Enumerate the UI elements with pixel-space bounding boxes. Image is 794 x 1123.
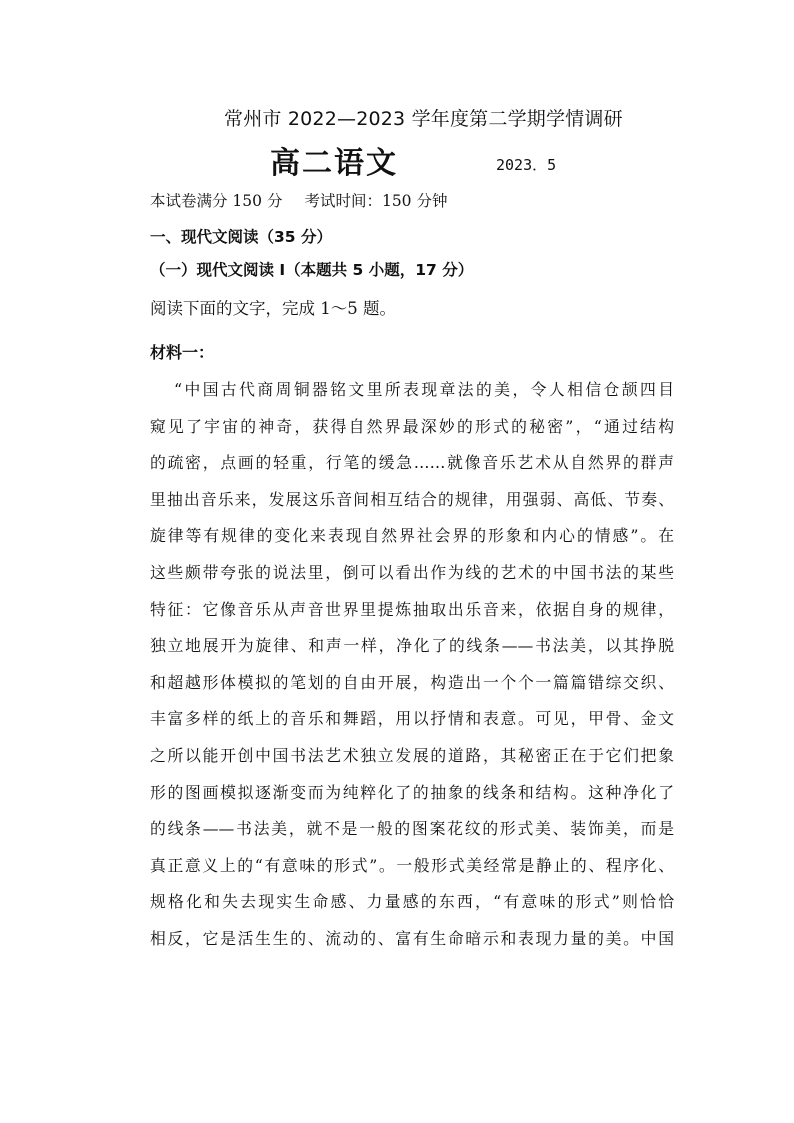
passage-line: 的疏密，点画的轻重，行笔的缓急……就像音乐艺术从自然界的群声 bbox=[150, 453, 674, 473]
subject-title: 高二语文 bbox=[270, 146, 398, 181]
passage-line: 特征：它像音乐从声音世界里提炼抽取出乐音来，依据自身的规律， bbox=[150, 599, 674, 619]
passage-line: 之所以能开创中国书法艺术独立发展的道路，其秘密正在于它们把象 bbox=[150, 745, 674, 765]
exam-title: 常州市 2022—2023 学年度第二学期学情调研 bbox=[224, 108, 623, 130]
exam-duration: 考试时间：150 分钟 bbox=[304, 192, 448, 210]
exam-info bbox=[150, 189, 447, 211]
material-label: 材料一： bbox=[150, 343, 215, 362]
passage-line: 规格化和失去现实生命感、力量感的东西，“有意味的形式”则恰恰 bbox=[150, 892, 674, 912]
passage-line: “中国古代商周铜器铭文里所表现章法的美，令人相信仓颉四目 bbox=[174, 380, 674, 399]
passage-line: 形的图画模拟逐渐变而为纯粹化了的抽象的线条和结构。这种净化了 bbox=[150, 782, 674, 802]
passage-line: 旋律等有规律的变化来表现自然界社会界的形象和内心的情感”。在 bbox=[150, 526, 674, 546]
passage-line: 窥见了宇宙的神奇，获得自然界最深妙的形式的秘密”，“通过结构 bbox=[150, 416, 674, 436]
passage-line: 独立地展开为旋律、和声一样，净化了的线条——书法美，以其挣脱 bbox=[150, 636, 674, 656]
exam-total-score: 本试卷满分 150 分 bbox=[150, 192, 283, 210]
subsection-title: （一）现代文阅读 I（本题共 5 小题，17 分） bbox=[150, 261, 474, 279]
section-title: 一、现代文阅读（35 分） bbox=[150, 228, 332, 246]
passage-line: 和超越形体模拟的笔划的自由开展，构造出一个个一篇篇错综交织、 bbox=[150, 672, 674, 692]
exam-date: 2023．5 bbox=[496, 156, 557, 174]
passage-body bbox=[150, 376, 674, 962]
passage-line: 真正意义上的“有意味的形式”。一般形式美经常是静止的、程序化、 bbox=[150, 855, 674, 875]
reading-instruction: 阅读下面的文字，完成 1～5 题。 bbox=[150, 299, 396, 318]
passage-line: 里抽出音乐来，发展这乐音间相互结合的规律，用强弱、高低、节奏、 bbox=[150, 489, 674, 509]
passage-line: 相反，它是活生生的、流动的、富有生命暗示和表现力量的美。中国 bbox=[150, 928, 674, 948]
passage-line: 丰富多样的纸上的音乐和舞蹈，用以抒情和表意。可见，甲骨、金文 bbox=[150, 709, 674, 729]
passage-line: 这些颇带夸张的说法里，倒可以看出作为线的艺术的中国书法的某些 bbox=[150, 562, 674, 582]
passage-line: 的线条——书法美，就不是一般的图案花纹的形式美、装饰美，而是 bbox=[150, 819, 674, 839]
